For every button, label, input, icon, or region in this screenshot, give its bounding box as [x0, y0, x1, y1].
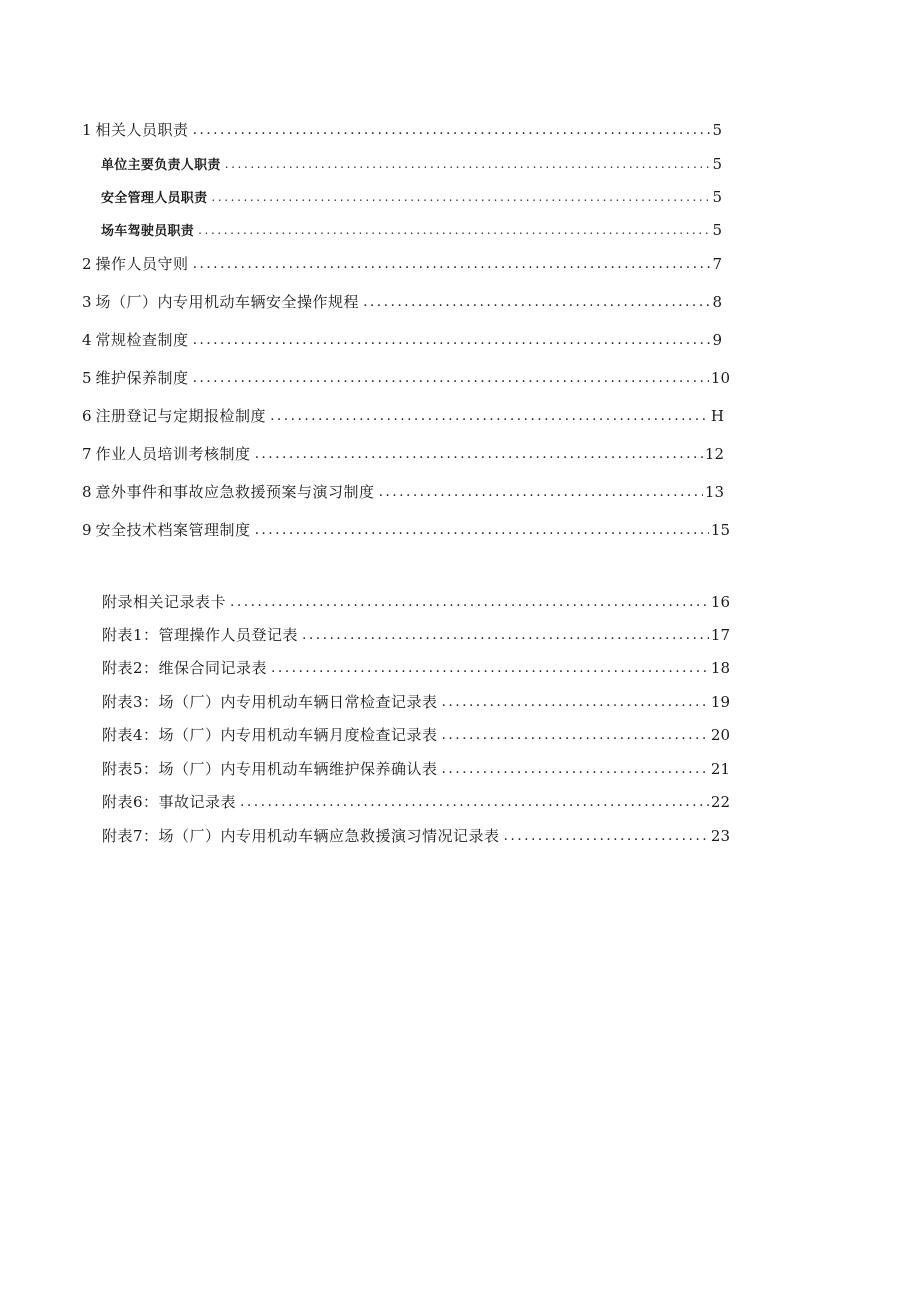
- toc-appendix-table-2[interactable]: [102, 657, 730, 681]
- toc-page-number: 23: [710, 827, 730, 845]
- toc-label: 附表4：场（厂）内专用机动车辆月度检查记录表: [102, 726, 438, 744]
- toc-entry-9[interactable]: [82, 519, 730, 543]
- toc-page-number: 16: [710, 593, 730, 611]
- dot-leader: [442, 727, 709, 743]
- toc-entry-5[interactable]: [82, 367, 730, 391]
- toc-label: 意外事件和事故应急救援预案与演习制度: [95, 483, 375, 501]
- dot-leader: [255, 522, 709, 538]
- dot-leader: [363, 294, 710, 310]
- dot-leader: [211, 190, 710, 204]
- toc-label: 场（厂）内专用机动车辆安全操作规程: [95, 293, 360, 311]
- toc-label: 注册登记与定期报检制度: [95, 407, 267, 425]
- toc-page-number: 15: [710, 521, 730, 539]
- dot-leader: [302, 627, 709, 643]
- toc-label: 附录相关记录表卡: [102, 593, 227, 611]
- toc-appendix-table-1[interactable]: [102, 624, 730, 648]
- toc-label: 单位主要负责人职责: [101, 158, 221, 173]
- dot-leader: [230, 594, 709, 610]
- toc-appendix-table-6[interactable]: [102, 791, 730, 815]
- toc-entry-1-1[interactable]: [101, 154, 722, 178]
- dot-leader: [255, 446, 703, 462]
- toc-entry-2[interactable]: [82, 253, 722, 277]
- toc-page-number: 5: [712, 121, 722, 139]
- toc-label: 附表3：场（厂）内专用机动车辆日常检查记录表: [102, 693, 438, 711]
- dot-leader: [504, 828, 709, 844]
- toc-entry-1[interactable]: [82, 119, 722, 143]
- toc-appendix-table-4[interactable]: [102, 724, 730, 748]
- dot-leader: [240, 794, 709, 810]
- toc-appendix-table-3[interactable]: [102, 691, 730, 715]
- toc-number: 2: [82, 255, 92, 273]
- toc-page-number: 18: [710, 659, 730, 677]
- dot-leader: [193, 332, 711, 348]
- toc-entry-7[interactable]: [82, 443, 724, 467]
- toc-page-number: 12: [704, 445, 724, 463]
- toc-label: 附表1：管理操作人员登记表: [102, 626, 299, 644]
- toc-label: 常规检查制度: [95, 331, 189, 349]
- toc-entry-3[interactable]: [82, 291, 722, 315]
- toc-number: 8: [82, 483, 92, 501]
- toc-number: 6: [82, 407, 92, 425]
- dot-leader: [193, 256, 711, 272]
- toc-label: 场车驾驶员职责: [101, 224, 195, 239]
- dot-leader: [193, 122, 711, 138]
- toc-page-number: 20: [710, 726, 730, 744]
- toc-label: 安全技术档案管理制度: [95, 521, 251, 539]
- toc-page-number: 9: [712, 331, 722, 349]
- toc-page-number: 17: [710, 626, 730, 644]
- toc-label: 附表5：场（厂）内专用机动车辆维护保养确认表: [102, 760, 438, 778]
- toc-label: 作业人员培训考核制度: [95, 445, 251, 463]
- dot-leader: [379, 484, 703, 500]
- toc-label: 操作人员守则: [95, 255, 189, 273]
- toc-number: 3: [82, 293, 92, 311]
- toc-number: 9: [82, 521, 92, 539]
- dot-leader: [198, 223, 710, 237]
- toc-number: 5: [82, 369, 92, 387]
- toc-label: 安全管理人员职责: [101, 191, 208, 206]
- toc-page-number: 5: [712, 155, 722, 173]
- toc-label: 附表2：维保合同记录表: [102, 659, 268, 677]
- dot-leader: [271, 660, 709, 676]
- toc-page-number: 13: [704, 483, 724, 501]
- toc-number: 1: [82, 121, 92, 139]
- toc-page-number: 19: [710, 693, 730, 711]
- toc-entry-1-2[interactable]: [101, 187, 722, 211]
- toc-entry-8[interactable]: [82, 481, 724, 505]
- toc-page-number: 21: [710, 760, 730, 778]
- toc-number: 4: [82, 331, 92, 349]
- toc-page-number: 5: [712, 188, 722, 206]
- toc-label: 附表7：场（厂）内专用机动车辆应急救援演习情况记录表: [102, 827, 500, 845]
- dot-leader: [225, 157, 711, 171]
- toc-appendix-entry[interactable]: [102, 591, 730, 615]
- dot-leader: [442, 761, 709, 777]
- toc-entry-6[interactable]: [82, 405, 724, 429]
- toc-appendix-table-5[interactable]: [102, 758, 730, 782]
- toc-entry-4[interactable]: [82, 329, 722, 353]
- toc-page-number: 5: [712, 221, 722, 239]
- toc-appendix-table-7[interactable]: [102, 825, 730, 849]
- toc-number: 7: [82, 445, 92, 463]
- toc-page-number: 22: [710, 793, 730, 811]
- toc-page-number: H: [710, 407, 724, 425]
- toc-page-number: 8: [712, 293, 722, 311]
- dot-leader: [270, 408, 709, 424]
- dot-leader: [442, 694, 709, 710]
- toc-label: 相关人员职责: [95, 121, 189, 139]
- toc-label: 附表6：事故记录表: [102, 793, 237, 811]
- dot-leader: [193, 370, 709, 386]
- toc-page-number: 10: [710, 369, 730, 387]
- toc-label: 维护保养制度: [95, 369, 189, 387]
- toc-page-number: 7: [712, 255, 722, 273]
- toc-entry-1-3[interactable]: [101, 220, 722, 244]
